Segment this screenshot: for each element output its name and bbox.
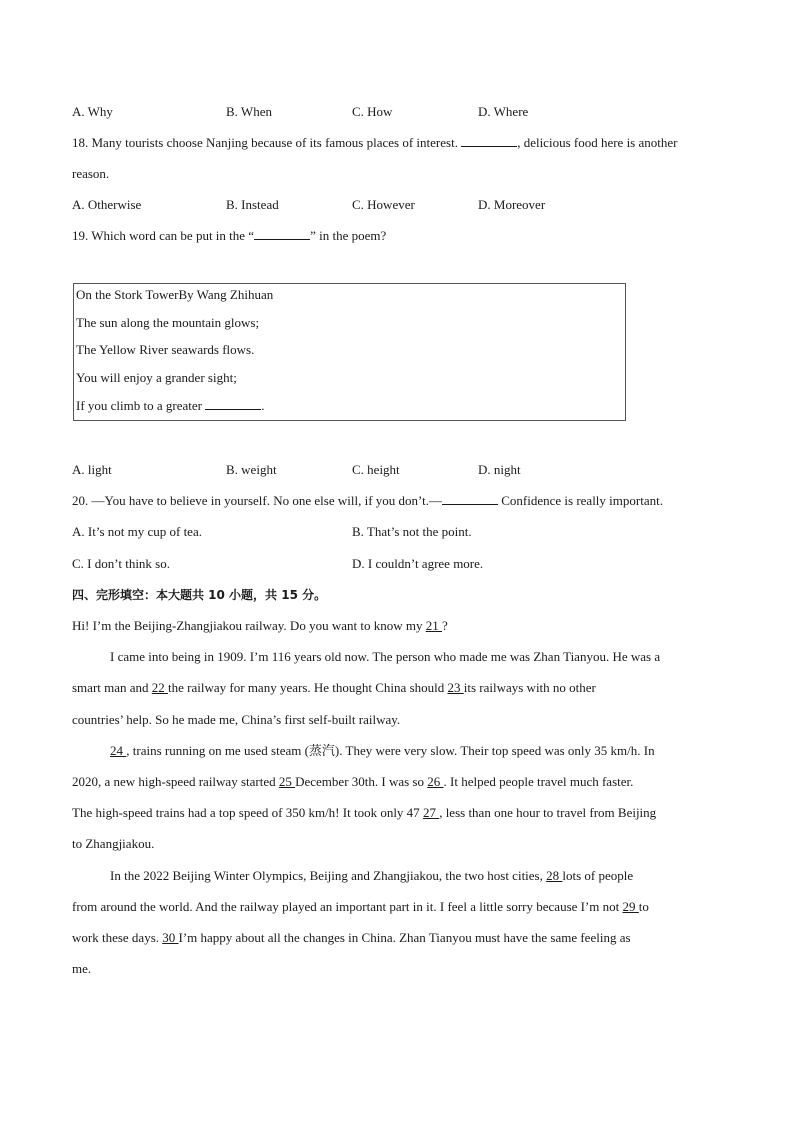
poem-line-3: You will enjoy a grander sight; xyxy=(76,370,237,385)
passage-p4-line-4: me. xyxy=(72,961,92,976)
passage-p4-l2-b: to xyxy=(638,899,649,914)
passage-paragraph-1 xyxy=(72,618,448,634)
q20-option-b: B. That’s not the point. xyxy=(352,524,472,539)
passage-p2-line-1: I came into being in 1909. I’m 116 years old now. The person who made me was Zhan Tianyou. He was a xyxy=(110,649,661,664)
blank-24: 24 xyxy=(110,743,127,758)
passage-p3-line-4: to Zhangjiakou. xyxy=(72,836,155,851)
blank-25: 25 xyxy=(278,774,296,789)
q19-option-b: B. weight xyxy=(226,462,277,477)
passage-p1-end: ? xyxy=(441,618,448,633)
q20-answer-blank xyxy=(442,493,498,505)
q20-option-c: C. I don’t think so. xyxy=(72,556,170,571)
q18-stem-part-a: 18. Many tourists choose Nanjing because of its famous places of interest. xyxy=(72,135,458,150)
poem-line-2: The Yellow River seawards flows. xyxy=(76,342,255,357)
q20-stem-part-a: 20. —You have to believe in yourself. No one else will, if you don’t.— xyxy=(72,493,442,508)
q18-answer-blank xyxy=(461,135,517,147)
passage-p2-line-3: countries’ help. So he made me, China’s first self-built railway. xyxy=(72,712,401,727)
q18-stem-part-b: , delicious food here is another xyxy=(517,135,678,150)
passage-p3-l1-text: , trains running on me used steam (蒸汽). They were very slow. Their top speed was only 35 km/h. In xyxy=(126,743,655,758)
q20-option-d: D. I couldn’t agree more. xyxy=(352,556,484,571)
passage-p3-line-3 xyxy=(72,805,656,821)
passage-p4-line-1 xyxy=(110,868,633,884)
passage-p3-l2-b: December 30th. I was so xyxy=(295,774,424,789)
poem-title: On the Stork TowerBy Wang Zhihuan xyxy=(76,287,274,302)
passage-p4-line-2 xyxy=(72,899,649,915)
passage-p3-line-2 xyxy=(72,774,633,790)
blank-29: 29 xyxy=(622,899,639,914)
passage-p1-text: Hi! I’m the Beijing-Zhangjiakou railway. Do you want to know my xyxy=(72,618,423,633)
poem-line-1: The sun along the mountain glows; xyxy=(76,315,260,330)
passage-p3-line-1 xyxy=(110,743,655,759)
poem-line-4-end: . xyxy=(261,398,265,413)
q19-option-d: D. night xyxy=(478,462,521,477)
passage-p4-l1-a: In the 2022 Beijing Winter Olympics, Beijing and Zhangjiakou, the two host cities, xyxy=(110,868,543,883)
blank-21: 21 xyxy=(425,618,442,633)
blank-30: 30 xyxy=(162,930,179,945)
passage-p2-l2-c: its railways with no other xyxy=(463,680,596,695)
passage-p2-line-2 xyxy=(72,680,596,696)
q20-stem xyxy=(72,493,663,509)
passage-p4-l2-a: from around the world. And the railway played an important part in it. I feel a little sorry because I’m not xyxy=(72,899,620,914)
q19-stem-part-b: ” in the poem? xyxy=(310,228,387,243)
q18-stem-continued: reason. xyxy=(72,166,110,181)
passage-p2-l2-b: the railway for many years. He thought China should xyxy=(168,680,445,695)
poem-box xyxy=(73,283,626,421)
blank-23: 23 xyxy=(447,680,464,695)
passage-p4-l3-a: work these days. xyxy=(72,930,160,945)
blank-22: 22 xyxy=(151,680,169,695)
q18-option-a: A. Otherwise xyxy=(72,197,142,212)
q18-option-b: B. Instead xyxy=(226,197,279,212)
q17-option-b: B. When xyxy=(226,104,272,119)
q20-stem-part-b: Confidence is really important. xyxy=(497,493,663,508)
passage-p3-l2-c: . It helped people travel much faster. xyxy=(443,774,634,789)
passage-p4-l1-b: lots of people xyxy=(562,868,634,883)
blank-28: 28 xyxy=(546,868,563,883)
q20-option-a: A. It’s not my cup of tea. xyxy=(72,524,202,539)
q17-option-c: C. How xyxy=(352,104,393,119)
poem-line-4-text: If you climb to a greater xyxy=(76,398,202,413)
blank-27: 27 xyxy=(422,805,440,820)
q19-stem-blank xyxy=(254,228,310,240)
passage-p3-l3-b: , less than one hour to travel from Beijing xyxy=(439,805,657,820)
poem-line-4 xyxy=(76,398,264,414)
q19-stem xyxy=(72,228,386,244)
q17-option-a: A. Why xyxy=(72,104,113,119)
passage-p2-l2-a: smart man and xyxy=(72,680,149,695)
q19-option-c: C. height xyxy=(352,462,400,477)
q19-option-a: A. light xyxy=(72,462,112,477)
section-4-title: 四、完形填空：本大题共 10 小题，共 15 分。 xyxy=(72,588,327,602)
passage-p4-l3-b: I’m happy about all the changes in China. Zhan Tianyou must have the same feeling as xyxy=(178,930,631,945)
poem-answer-blank xyxy=(205,398,261,410)
passage-p4-line-3 xyxy=(72,930,631,946)
q18-option-c: C. However xyxy=(352,197,415,212)
passage-p3-l3-a: The high-speed trains had a top speed of 350 km/h! It took only 47 xyxy=(72,805,420,820)
q17-option-d: D. Where xyxy=(478,104,529,119)
blank-26: 26 xyxy=(427,774,444,789)
q19-stem-part-a: 19. Which word can be put in the “ xyxy=(72,228,255,243)
q18-stem xyxy=(72,135,677,151)
passage-p3-l2-a: 2020, a new high-speed railway started xyxy=(72,774,276,789)
q18-option-d: D. Moreover xyxy=(478,197,546,212)
